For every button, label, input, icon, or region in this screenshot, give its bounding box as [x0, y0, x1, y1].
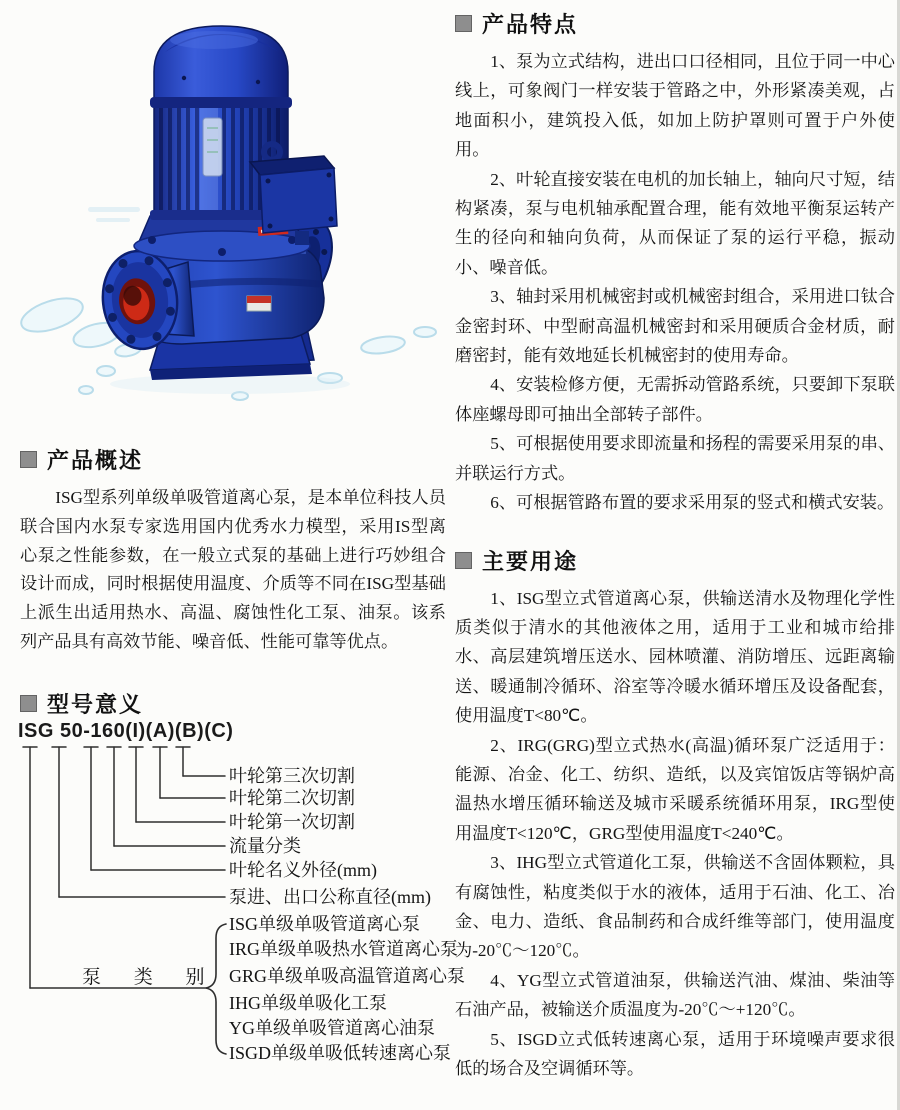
model-branch-label: 叶轮第二次切割 — [229, 788, 355, 808]
pump-type-label: GRG单级单吸高温管道离心泵 — [229, 966, 466, 986]
section-features — [455, 8, 895, 518]
application-item: 3、IHG型立式管道化工泵，供输送不含固体颗粒，具有腐蚀性，粘度类似于水的液体，适用于石油、化工、冶金、电力、造纸、食品制药和合成纤维等部门，使用温度为-20℃～120℃。 — [455, 853, 895, 961]
pump-type-label: IHG单级单吸化工泵 — [229, 993, 387, 1013]
features-title: 产品特点 — [482, 12, 579, 37]
application-item: 4、YG型立式管道油泵，供输送汽油、煤油、柴油等石油产品，被输送介质温度为-20℃～+120℃。 — [455, 970, 895, 1020]
model-branch-label: 叶轮名义外径(mm) — [229, 860, 377, 880]
section-heading-features — [455, 8, 895, 39]
application-item: 1、ISG型立式管道离心泵，供输送清水及物理化学性质类似于清水的其他液体之用，适用于工业和城市给排水、高层建筑增压送水、园林喷灌、消防增压、远距离输送、暖通制冷循环、浴室等冷暖水循环增压及设备配套，使用温度T<80℃。 — [455, 588, 895, 726]
section-heading-applications — [455, 545, 895, 576]
application-item: 5、ISGD立式低转速离心泵，适用于环境噪声要求很低的场合及空调循环等。 — [455, 1029, 895, 1078]
section-applications — [455, 545, 895, 1084]
section-bullet-icon — [455, 552, 472, 569]
feature-item: 1、泵为立式结构，进出口口径相同，且位于同一中心线上，可象阀门一样安装于管路之中，外形紧凑美观，占地面积小，建筑投入低，如加上防护罩则可置于户外使用。 — [455, 52, 895, 160]
applications-title: 主要用途 — [482, 548, 579, 574]
feature-item: 2、叶轮直接安装在电机的加长轴上，轴向尺寸短，结构紧凑，泵与电机轴承配置合理，能有效地平衡泵运转产生的径向和轴向负荷，从而保证了泵的运行平稳，振动小、噪音低。 — [455, 169, 895, 277]
overview-title: 产品概述 — [47, 448, 144, 473]
section-bullet-icon — [20, 695, 37, 712]
feature-item: 6、可根据管路布置的要求采用泵的竖式和横式安装。 — [490, 493, 895, 513]
model-title: 型号意义 — [47, 692, 144, 717]
right-column — [455, 8, 895, 1083]
pump-photo — [0, 0, 450, 445]
overview-paragraph: ISG型系列单级单吸管道离心泵，是本单位科技人员联合国内水泵专家选用国内优秀水力模型，采用IS型离心泵之性能参数，在一般立式泵的基础上进行巧妙组合设计而成，同时根据使用温度、介质等不同在ISG型基础上派生出适用热水、高温、腐蚀性化工泵、油泵。该系列产品具有高效节能、噪音低、性能可靠等优点。 — [20, 488, 446, 651]
feature-item: 3、轴封采用机械密封或机械密封组合，采用进口钛合金密封环、中型耐高温机械密封和采用硬质合金材质，耐磨密封，能有效地延长机械密封的使用寿命。 — [455, 287, 895, 366]
section-heading-model — [20, 688, 446, 719]
feature-item: 4、安装检修方便，无需拆动管路系统，只要卸下泵联体座螺母即可抽出全部转子部件。 — [455, 375, 895, 424]
model-meaning-diagram — [0, 718, 466, 1110]
section-bullet-icon — [20, 451, 37, 468]
section-overview — [20, 444, 446, 657]
feature-item: 5、可根据使用要求即流量和扬程的需要采用泵的串、并联运行方式。 — [455, 434, 895, 483]
section-model-meaning — [20, 688, 446, 719]
pump-type-label: IRG单级单吸热水管道离心泵 — [229, 939, 458, 959]
pump-category-label: 泵 类 别 — [82, 967, 219, 988]
pump-type-label: YG单级单吸管道离心油泵 — [229, 1018, 435, 1038]
pump-type-label: ISG单级单吸管道离心泵 — [229, 914, 421, 934]
model-branch-label: 泵进、出口公称直径(mm) — [229, 887, 431, 907]
pump-illustration — [0, 0, 450, 445]
section-heading-overview — [20, 444, 446, 475]
pump-type-label: ISGD单级单吸低转速离心泵 — [229, 1043, 452, 1063]
motor-cap — [150, 26, 292, 108]
model-branch-label: 叶轮第三次切割 — [229, 766, 355, 786]
application-item: 2、IRG(GRG)型立式热水(高温)循环泵广泛适用于：能源、冶金、化工、纺织、造纸，以及宾馆饭店等锅炉高温热水增压循环输送及城市采暖系统循环用泵，IRG型使用温度T<120℃，GRG型使用温度T<240℃。 — [455, 735, 895, 843]
model-branch-label: 流量分类 — [229, 836, 301, 856]
motor-nameplate — [203, 118, 222, 176]
model-code: ISG 50-160(I)(A)(B)(C) — [18, 720, 234, 742]
section-bullet-icon — [455, 15, 472, 32]
model-branch-label: 叶轮第一次切割 — [229, 812, 355, 832]
